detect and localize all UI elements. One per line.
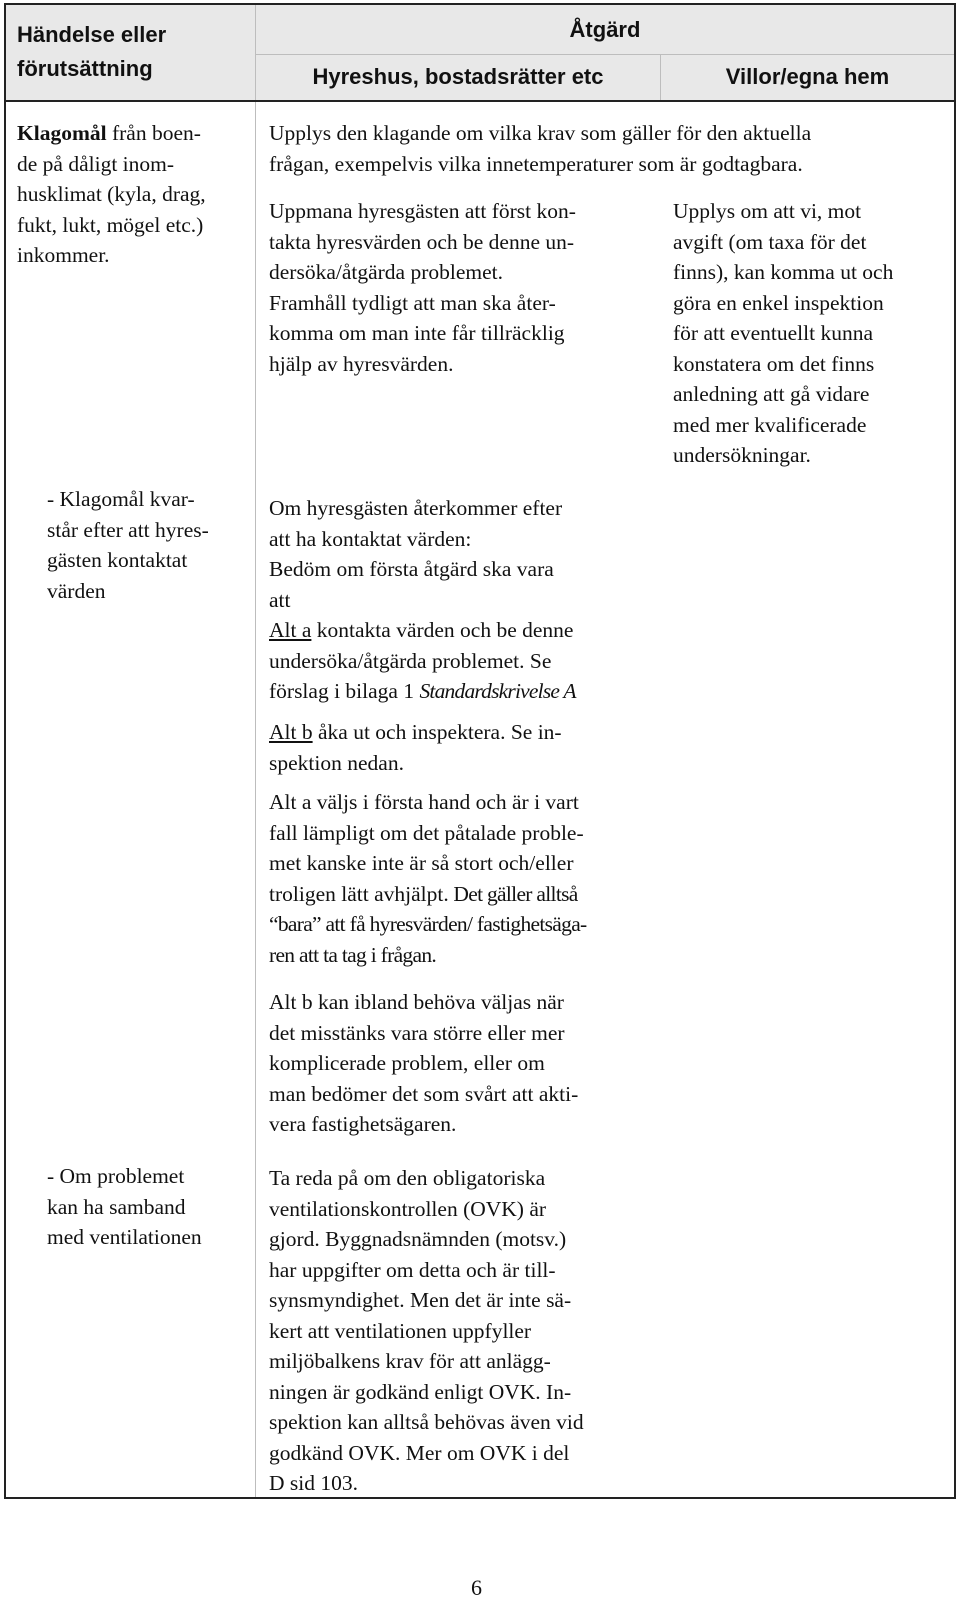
header-subdivider [256,54,954,55]
event-complaint-remains: - Klagomål kvar- står efter att hyres- gästen kontaktat värden [47,487,209,603]
header-bottom-rule [6,100,954,102]
header-apartments: Hyreshus, bostadsrätter etc [312,64,604,89]
alt-b-label: Alt b [269,720,313,744]
complaint-bold-word: Klagomål [17,121,107,145]
page-number: 6 [471,1575,482,1600]
action-villa-inspection-offer: Upplys om att vi, mot avgift (om taxa för det finns), kan komma ut och göra en enkel inspektion för att eventuellt kunna konstatera om det finns anledning att gå vidare med mer kvalificerade undersökningar. [673,199,894,467]
event-ventilation: - Om problemet kan ha samband med ventilationen [47,1164,202,1249]
action-tenant-contact-landlord: Uppmana hyresgästen att först kon- takta hyresvärden och be denne un- dersöka/åtgärda problemet. Framhåll tydligt att man ska åter- komma om man inte får tillräcklig hjälp av hyresvärden. [269,199,576,376]
action-ovk-check: Ta reda på om den obligatoriska ventilationskontrollen (OVK) är gjord. Byggnadsnämnden (motsv.) har uppgifter om detta och är till- synsmyndighet. Men det är inte sä- kert att ventilationen uppfyller miljöbalkens krav för att anlägg- ningen är godkänd enligt OVK. In- spektion kan alltså behövas även vid godkänd OVK. Mer om OVK i del D sid 103. [269,1166,584,1495]
header-villas: Villor/egna hem [725,64,890,89]
event-complaint: Klagomål från boen- de på dåligt inom- husklimat (kyla, drag, fukt, lukt, mögel etc.) inkommer. [17,121,206,267]
action-alt-b: Alt b åka ut och inspektera. Se in- spektion nedan. [269,720,562,775]
header-action-title: Åtgärd [569,17,641,42]
action-alt-b-choice: Alt b kan ibland behöva väljas när det misstänks vara större eller mer komplicerade problem, eller om man bedömer det som svårt att akti- vera fastighetsägaren. [269,990,579,1136]
action-alt-a-choice: Alt a väljs i första hand och är i vart fall lämpligt om det påtalade proble- met kanske inte är så stort och/eller troligen lätt avhjälpt. Det gäller alltså “bara” att få hyresvärden/ fastighetsäga- ren att ta tag i frågan. [269,790,587,967]
alt-a-label: Alt a [269,618,312,642]
action-inform-requirements: Upplys den klagande om vilka krav som gäller för den aktuella frågan, exempelvis vilka innetemperaturer som är godtagbara. [269,121,812,176]
header-event-condition: Händelse eller förutsättning [17,22,167,81]
column-divider-event [255,5,256,1497]
action-tenant-returns: Om hyresgästen återkommer efter att ha kontaktat värden: Bedöm om första åtgärd ska vara att Alt a kontakta värden och be denne undersöka/åtgärda problemet. Se förslag i bilaga 1 Standardskrivelse A [269,496,576,703]
standard-letter-ref: Standardskrivelse A [419,679,576,703]
